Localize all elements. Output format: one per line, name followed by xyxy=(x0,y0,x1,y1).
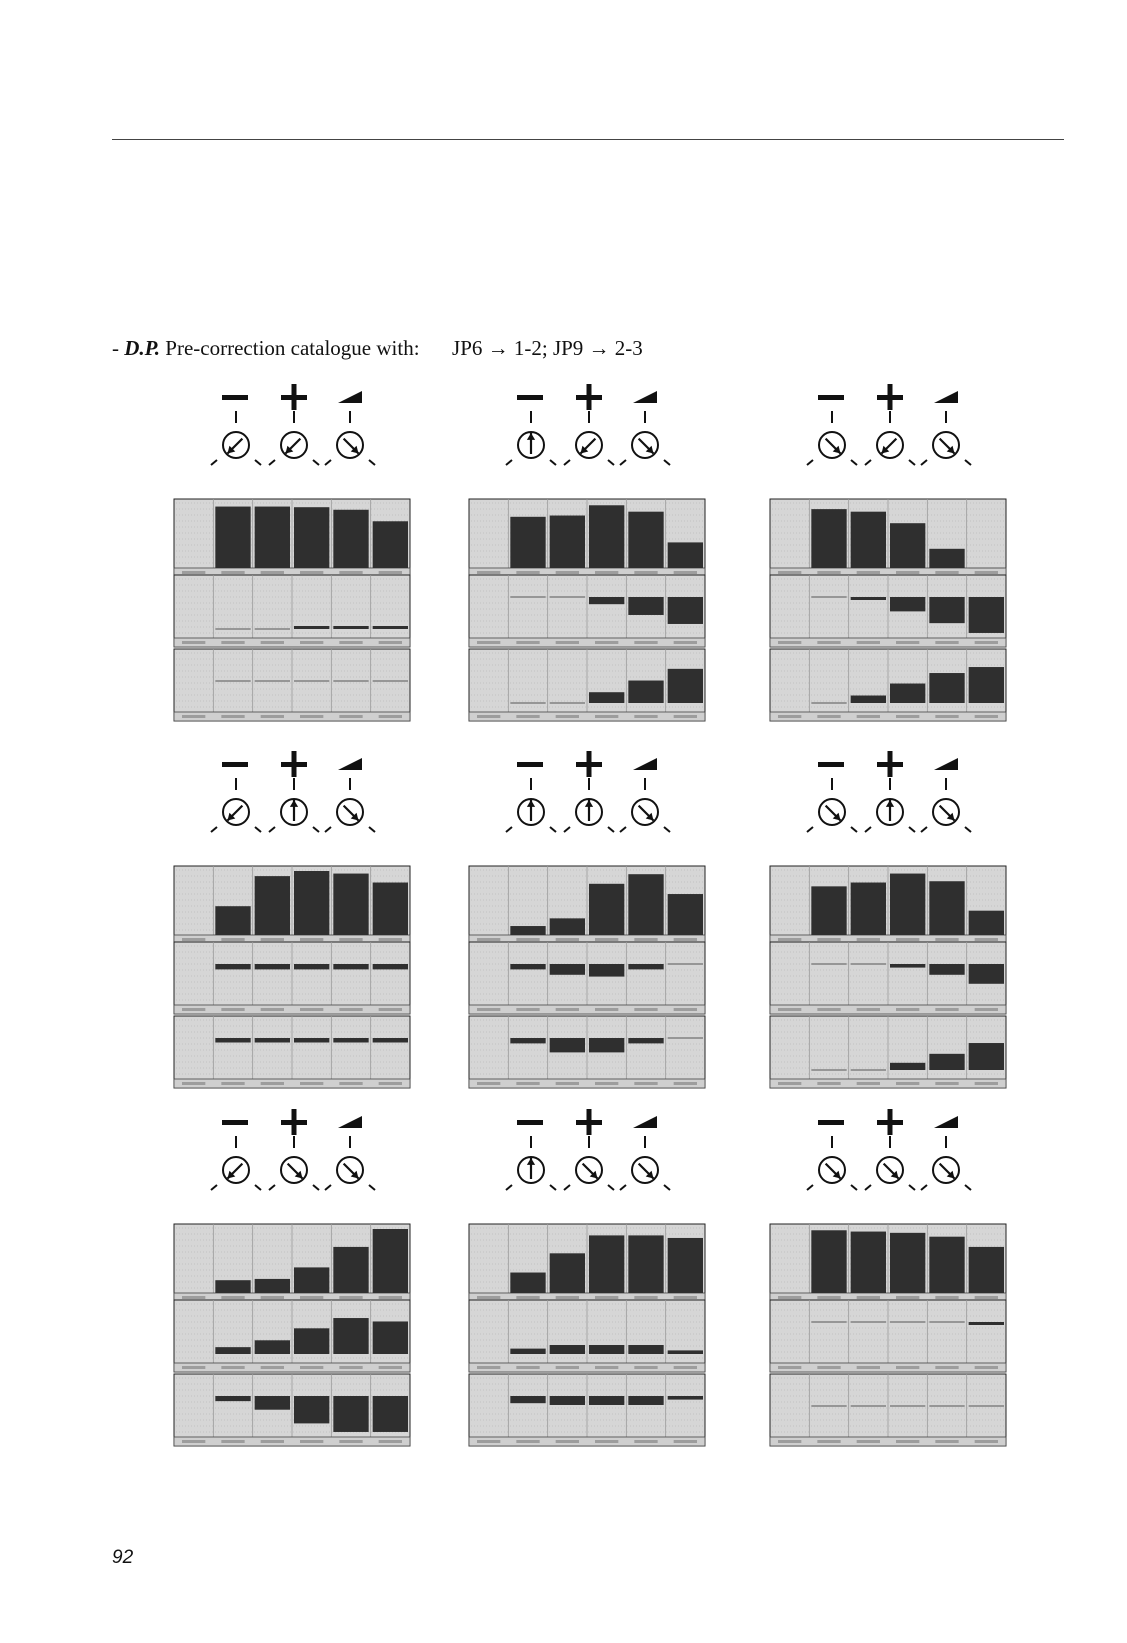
bar xyxy=(929,597,964,623)
bar xyxy=(294,507,329,568)
heading-text: Pre-correction catalogue with: xyxy=(165,336,420,360)
bar xyxy=(373,1396,408,1432)
bar xyxy=(215,1396,250,1401)
bar xyxy=(215,1347,250,1354)
bar xyxy=(373,1038,408,1042)
panel-3-drawing xyxy=(740,385,1036,735)
bar xyxy=(294,1267,329,1293)
bar xyxy=(589,1345,624,1354)
knob-icon-down-right xyxy=(325,411,375,465)
bar xyxy=(589,1396,624,1405)
panel-7 xyxy=(144,1110,440,1460)
bar xyxy=(811,1230,846,1293)
panel-1 xyxy=(144,385,440,735)
bar xyxy=(929,673,964,703)
knob-icon-down-left xyxy=(564,411,614,465)
bar xyxy=(215,964,250,969)
knob-icon-up xyxy=(564,778,614,832)
bar xyxy=(628,1345,663,1354)
knob-icon-down-right xyxy=(325,778,375,832)
bar xyxy=(890,597,925,611)
bar xyxy=(668,597,703,624)
plot-1 xyxy=(469,499,705,577)
knob-icon-down-right xyxy=(620,778,670,832)
plus-icon xyxy=(576,384,602,410)
bar xyxy=(890,1063,925,1070)
bar xyxy=(851,597,886,600)
knob-icon-up xyxy=(506,778,556,832)
knob-icon-down-right xyxy=(865,1136,915,1190)
bar xyxy=(550,964,585,975)
bar xyxy=(255,1038,290,1042)
knob-icon-down-left xyxy=(211,778,261,832)
bar xyxy=(851,883,886,935)
bar xyxy=(811,509,846,568)
bar xyxy=(255,876,290,935)
panel-2 xyxy=(439,385,735,735)
plot-3 xyxy=(174,1016,410,1088)
bar xyxy=(510,964,545,969)
header-rule xyxy=(112,139,1064,140)
panel-9-drawing xyxy=(740,1110,1036,1460)
knob-icon-down-right xyxy=(807,411,857,465)
bar xyxy=(929,881,964,935)
bar xyxy=(628,681,663,703)
bar xyxy=(811,886,846,935)
knob-icon-up xyxy=(506,411,556,465)
panel-6 xyxy=(740,752,1036,1102)
bar xyxy=(969,911,1004,935)
plus-icon xyxy=(576,1109,602,1135)
bar xyxy=(589,1038,624,1052)
volume-wedge-icon xyxy=(934,1116,958,1128)
bar xyxy=(510,1273,545,1293)
plot-1 xyxy=(770,1224,1006,1302)
bar xyxy=(851,512,886,568)
minus-icon xyxy=(818,762,844,767)
plot-2 xyxy=(770,575,1006,647)
panel-5-drawing xyxy=(439,752,735,1102)
bar xyxy=(550,1396,585,1405)
minus-icon xyxy=(517,1120,543,1125)
bar xyxy=(373,883,408,935)
knob-icon-down-left xyxy=(211,1136,261,1190)
bar xyxy=(255,1396,290,1410)
bar xyxy=(628,1396,663,1405)
knob-icon-down-right xyxy=(564,1136,614,1190)
bar xyxy=(294,1396,329,1423)
bar xyxy=(589,884,624,935)
plot-3 xyxy=(469,1374,705,1446)
plot-1 xyxy=(174,499,410,577)
panel-1-drawing xyxy=(144,385,440,735)
bar xyxy=(215,507,250,568)
knob-icon-up xyxy=(865,778,915,832)
volume-wedge-icon xyxy=(338,758,362,770)
bar xyxy=(929,964,964,975)
heading-dash: - xyxy=(112,336,119,360)
bar xyxy=(373,521,408,568)
knob-icon-up xyxy=(506,1136,556,1190)
plus-icon xyxy=(281,751,307,777)
bar xyxy=(333,510,368,568)
knob-icon-down-right xyxy=(921,778,971,832)
bar xyxy=(890,874,925,935)
panel-5 xyxy=(439,752,735,1102)
plot-1 xyxy=(469,1224,705,1302)
plus-icon xyxy=(281,1109,307,1135)
plot-2 xyxy=(770,942,1006,1014)
heading-jumpers: JP6 → 1-2; JP9 → 2-3 xyxy=(452,336,643,360)
plot-2 xyxy=(469,1300,705,1372)
volume-wedge-icon xyxy=(633,1116,657,1128)
heading-dp-label: D.P. xyxy=(124,336,161,360)
volume-wedge-icon xyxy=(338,1116,362,1128)
bar xyxy=(969,597,1004,633)
panel-8-drawing xyxy=(439,1110,735,1460)
panel-6-drawing xyxy=(740,752,1036,1102)
bar xyxy=(668,1350,703,1354)
bar xyxy=(550,1038,585,1052)
plot-3 xyxy=(469,1016,705,1088)
bar xyxy=(255,964,290,969)
bar xyxy=(668,669,703,703)
bar xyxy=(668,542,703,568)
knob-icon-down-right xyxy=(921,411,971,465)
minus-icon xyxy=(222,395,248,400)
minus-icon xyxy=(517,395,543,400)
bar xyxy=(294,626,329,629)
bar xyxy=(628,597,663,615)
plot-1 xyxy=(174,1224,410,1302)
knob-icon-down-right xyxy=(921,1136,971,1190)
knob-icon-down-left xyxy=(211,411,261,465)
volume-wedge-icon xyxy=(934,758,958,770)
bar xyxy=(668,1238,703,1293)
minus-icon xyxy=(517,762,543,767)
bar xyxy=(969,1247,1004,1293)
bar xyxy=(890,964,925,968)
bar xyxy=(510,926,545,935)
bar xyxy=(510,1396,545,1403)
plot-3 xyxy=(174,649,410,721)
bar xyxy=(628,1235,663,1293)
plot-2 xyxy=(770,1300,1006,1372)
plus-icon xyxy=(281,384,307,410)
bar xyxy=(333,1247,368,1293)
plus-icon xyxy=(877,1109,903,1135)
panel-4-drawing xyxy=(144,752,440,1102)
bar xyxy=(589,505,624,568)
minus-icon xyxy=(222,1120,248,1125)
bar xyxy=(929,1054,964,1070)
plot-1 xyxy=(469,866,705,944)
catalogue-heading xyxy=(112,336,643,361)
plot-1 xyxy=(174,866,410,944)
panel-9 xyxy=(740,1110,1036,1460)
bar xyxy=(550,918,585,935)
bar xyxy=(628,1038,663,1043)
bar xyxy=(215,1280,250,1293)
bar xyxy=(890,523,925,568)
plot-2 xyxy=(469,942,705,1014)
knob-icon-down-right xyxy=(620,411,670,465)
bar xyxy=(969,1322,1004,1325)
bar xyxy=(589,597,624,604)
bar xyxy=(215,906,250,935)
bar xyxy=(510,1349,545,1354)
bar xyxy=(215,1038,250,1042)
volume-wedge-icon xyxy=(338,391,362,403)
knob-icon-down-right xyxy=(325,1136,375,1190)
bar xyxy=(851,1232,886,1293)
bar xyxy=(929,1237,964,1293)
plus-icon xyxy=(576,751,602,777)
bar xyxy=(969,667,1004,703)
bar xyxy=(373,1321,408,1354)
bar xyxy=(668,1396,703,1400)
volume-wedge-icon xyxy=(633,758,657,770)
page-number: 92 xyxy=(112,1547,134,1568)
knob-icon-down-left xyxy=(865,411,915,465)
plot-3 xyxy=(770,1374,1006,1446)
bar xyxy=(628,964,663,969)
plot-3 xyxy=(770,649,1006,721)
bar xyxy=(550,516,585,568)
bar xyxy=(333,964,368,969)
volume-wedge-icon xyxy=(633,391,657,403)
bar xyxy=(668,894,703,935)
knob-icon-down-right xyxy=(620,1136,670,1190)
panel-2-drawing xyxy=(439,385,735,735)
plot-3 xyxy=(770,1016,1006,1088)
bar xyxy=(510,1038,545,1043)
panel-3 xyxy=(740,385,1036,735)
minus-icon xyxy=(818,395,844,400)
bar xyxy=(255,1340,290,1354)
bar xyxy=(294,1328,329,1354)
bar xyxy=(333,626,368,629)
bar xyxy=(969,1043,1004,1070)
bar xyxy=(589,1235,624,1293)
plot-2 xyxy=(174,1300,410,1372)
bar xyxy=(969,964,1004,984)
minus-icon xyxy=(222,762,248,767)
plot-3 xyxy=(469,649,705,721)
bar xyxy=(510,517,545,568)
knob-icon-down-right xyxy=(269,1136,319,1190)
plot-2 xyxy=(469,575,705,647)
bar xyxy=(589,964,624,977)
bar xyxy=(294,871,329,935)
plus-icon xyxy=(877,751,903,777)
bar xyxy=(628,874,663,935)
bar xyxy=(333,1318,368,1354)
bar xyxy=(333,1396,368,1432)
plot-1 xyxy=(770,499,1006,577)
bar xyxy=(255,507,290,568)
plot-3 xyxy=(174,1374,410,1446)
bar xyxy=(890,1233,925,1293)
bar xyxy=(333,874,368,935)
volume-wedge-icon xyxy=(934,391,958,403)
bar xyxy=(373,626,408,629)
knob-icon-down-right xyxy=(807,1136,857,1190)
plot-2 xyxy=(174,942,410,1014)
panel-4 xyxy=(144,752,440,1102)
bar xyxy=(294,1038,329,1042)
bar xyxy=(373,964,408,969)
knob-icon-down-left xyxy=(269,411,319,465)
plot-1 xyxy=(770,866,1006,944)
bar xyxy=(294,964,329,969)
bar xyxy=(929,549,964,568)
bar xyxy=(851,696,886,703)
minus-icon xyxy=(818,1120,844,1125)
bar xyxy=(333,1038,368,1042)
knob-icon-down-right xyxy=(807,778,857,832)
bar xyxy=(550,1345,585,1354)
bar xyxy=(589,692,624,703)
plus-icon xyxy=(877,384,903,410)
bar xyxy=(255,1279,290,1293)
panel-7-drawing xyxy=(144,1110,440,1460)
bar xyxy=(550,1253,585,1293)
panel-8 xyxy=(439,1110,735,1460)
bar xyxy=(628,512,663,568)
knob-icon-up xyxy=(269,778,319,832)
bar xyxy=(373,1229,408,1293)
plot-2 xyxy=(174,575,410,647)
bar xyxy=(890,684,925,703)
